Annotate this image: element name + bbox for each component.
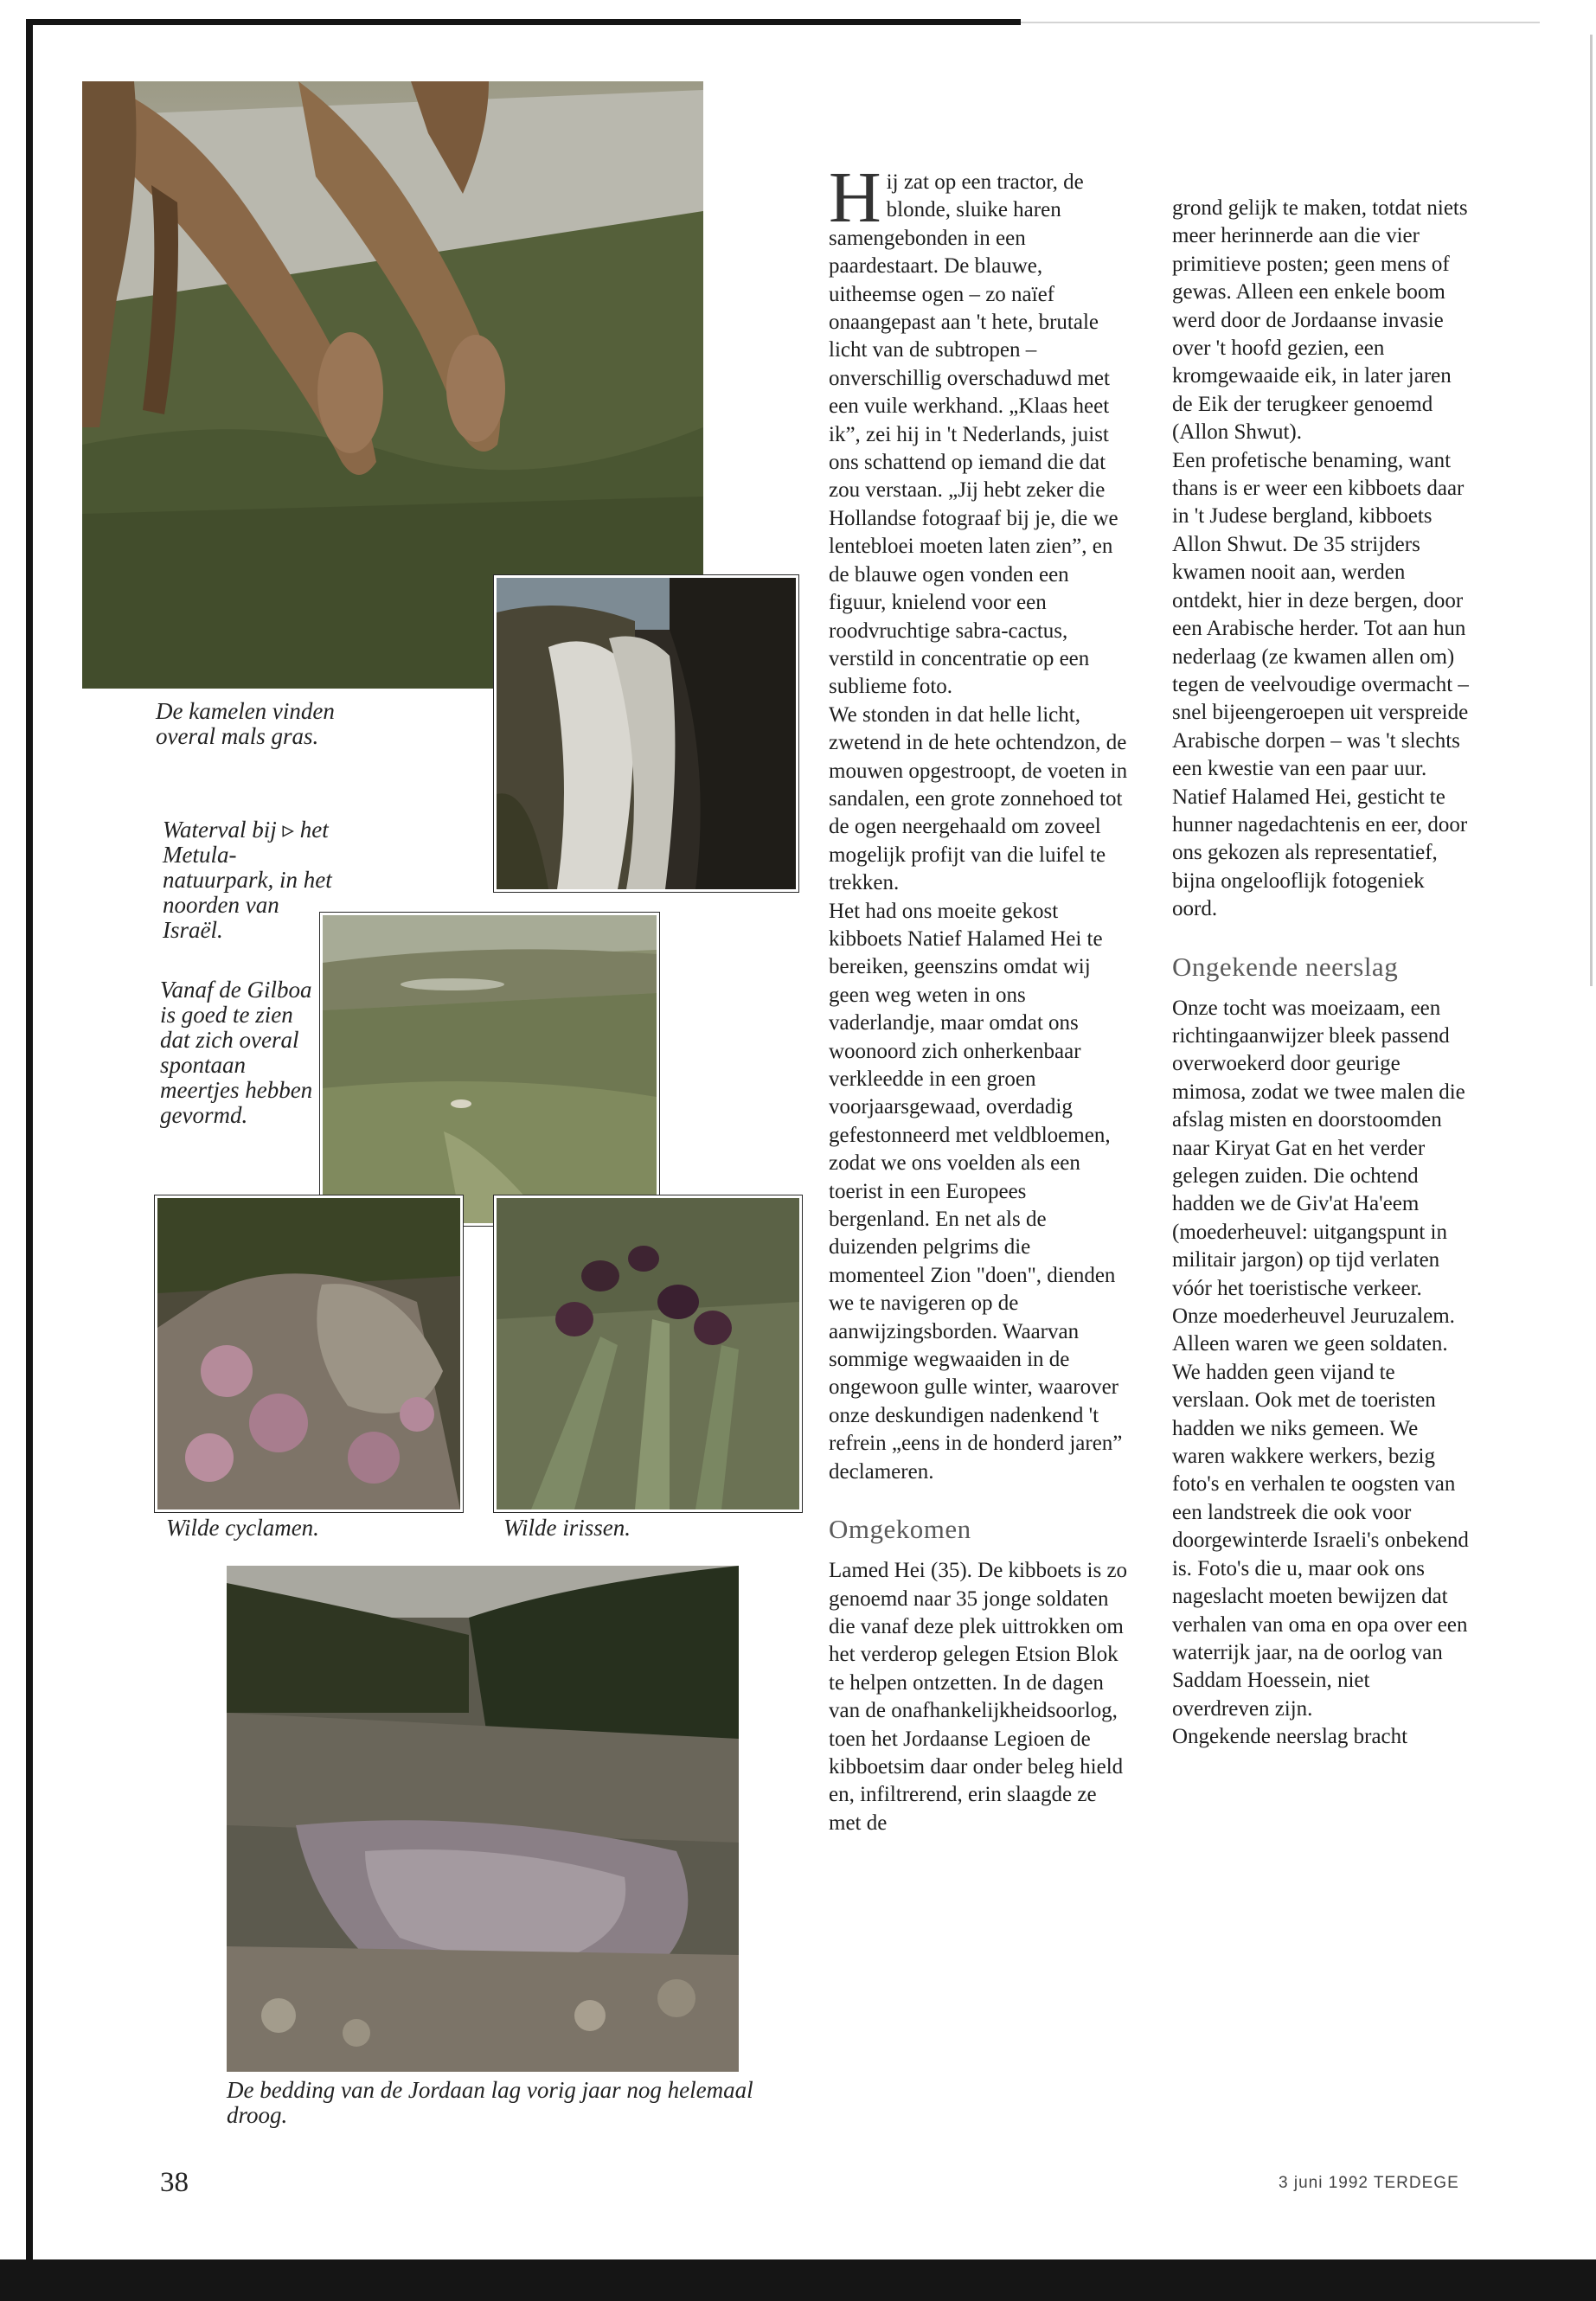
caption-gilboa: Vanaf de Gilboa is goed te zien dat zich overal spontaan meertjes hebben gevormd. (160, 977, 313, 1128)
article-paragraph: We stonden in dat helle licht, zwetend in de hete ochtendzon, de mouwen opgestroopt, de voeten in sandalen, een grote zonnehoed tot de ogen neergehaald om zoveel mogelijk profijt van die luifel te trekken. (829, 702, 1128, 895)
scan-edge-bottom (0, 2259, 1596, 2301)
caption-waterfall: Waterval bij ▹ het Metula-natuurpark, in het noorden van Israël. (163, 817, 332, 943)
caption-cyclamen: Wilde cyclamen. (166, 1515, 319, 1541)
photo-irises (497, 1198, 799, 1509)
page-number: 38 (160, 2167, 189, 2198)
article-paragraph: Natief Halamed Hei, gesticht te hunner nagedachtenis en eer, door ons gekozen als representatief, bijna ongelooflijk fotogeniek oord. (1172, 785, 1468, 921)
article-paragraph: Een profetische benaming, want thans is er weer een kibboets daar in 't Judese bergland, kibboets Allon Shwut. De 35 strijders kwamen nooit aan, werden ontdekt, hier in deze bergen, door een Arabische herder. Tot aan hun nederlaag (ze kwamen allen om) tegen de veelvoudige overmacht – snel bijeengeroepen uit verspreide Arabische dorpen – was 't slechts een kwestie van een paar uur. (1172, 448, 1469, 781)
footer-issue-date: 3 juni 1992 TERDEGE (1279, 2174, 1459, 2192)
caption-camels: De kamelen vinden overal mals gras. (156, 698, 335, 749)
subheading-ongekende-neerslag: Ongekende neerslag (1172, 951, 1399, 982)
article-paragraph: Onze tocht was moeizaam, een richtingaanwijzer bleek passend overwoekerd door geurige mimosa, zodat we twee malen die afslag misten en doorstoomden naar Kiryat Gat en het verder gelegen zuiden. Die ochtend hadden we de Giv'at Ha'eem (moederheuvel: uitgangspunt in militair jargon) op tijd verlaten vóór het toeristische verkeer. Onze moederheuvel Jeuruzalem. Alleen waren we geen soldaten. We hadden geen vijand te verslaan. Ook met de toeristen hadden we niks gemeen. We waren wakkere werkers, bezig foto's en verhalen te oogsten van een landstreek die ook voor doorgewinterde Israeli's onbekend is. Foto's die u, maar ook ons nageslacht moeten bewijzen dat verhalen van oma en opa over een waterrijk jaar, na de oorlog van Saddam Hoessein, niet overdreven zijn. (1172, 996, 1469, 1721)
photo-waterfall (497, 578, 796, 889)
photo-jordan-riverbed (227, 1566, 739, 2072)
article-paragraph: Lamed Hei (35). De kibboets is zo genoemd naar 35 jonge soldaten die vanaf deze plek uittrokken om het verderop gelegen Etsion Blok te helpen ontzetten. In de dagen van de onafhankelijkheidsoorlog, toen het Jordaanse Legioen de kibboetsim daar onder beleg hield en, infiltrerend, erin slaagde ze met de (829, 1559, 1128, 1835)
article-column-2 (1172, 195, 1471, 1752)
article-paragraph: Het had ons moeite gekost kibboets Natief Halamed Hei te bereiken, geenszins omdat wij geen weg weten in ons vaderlandje, maar omdat ons woonoord zich onherkenbaar verkleedde in een groen voorjaarsgewaad, overdadig gefestonneerd met veldbloemen, zodat we ons voelden als een toerist in een Europees bergenland. En net als de duizenden pelgrims die momenteel Zion "doen", dienden we te navigeren op de aanwijzingsborden. Waarvan sommige wegwaaiden in de ongewoon gulle winter, waarover onze deskundigen nadenkend 't refrein „eens in de honderd jaren” declameren. (829, 899, 1123, 1484)
caption-irises: Wilde irissen. (503, 1515, 631, 1541)
article-paragraph: Ongekende neerslag bracht (1172, 1725, 1408, 1749)
article-column-1 (829, 157, 1131, 1837)
scan-edge-top-fade (1021, 22, 1540, 23)
article-paragraph: ij zat op een tractor, de blonde, sluike haren samengebonden in een paardestaart. De blauwe, uitheemse ogen – zo naïef onaangepast aan 't hete, brutale licht van de subtropen – onverschillig overschaduwd met een vuile werkhand. „Klaas heet ik”, zei hij in 't Nederlands, juist ons schattend op iemand die dat zou verstaan. „Jij hebt zeker die Hollandse fotograaf bij je, die we lentebloei moeten laten zien”, en de blauwe ogen vonden een figuur, knielend voor een roodvruchtige sabra-cactus, verstild in concentratie op een sublieme foto. (829, 170, 1118, 699)
caption-jordan: De bedding van de Jordaan lag vorig jaar nog helemaal droog. (227, 2077, 753, 2128)
photo-gilboa-lakes (323, 915, 657, 1223)
subheading-omgekomen: Omgekomen (829, 1514, 971, 1545)
drop-cap: H (829, 157, 881, 238)
scan-edge-left (26, 19, 33, 2259)
scan-edge-right (1590, 35, 1593, 986)
photo-cyclamen (157, 1198, 460, 1509)
article-paragraph: grond gelijk te maken, totdat niets meer herinnerde aan die vier primitieve posten; geen mens of gewas. Alleen een enkele boom werd door de Jordaanse invasie over 't hoofd gezien, een kromgewaaide eik, in later jaren de Eik der terugkeer genoemd (Allon Shwut). (1172, 196, 1468, 445)
scan-edge-top (26, 19, 1021, 25)
